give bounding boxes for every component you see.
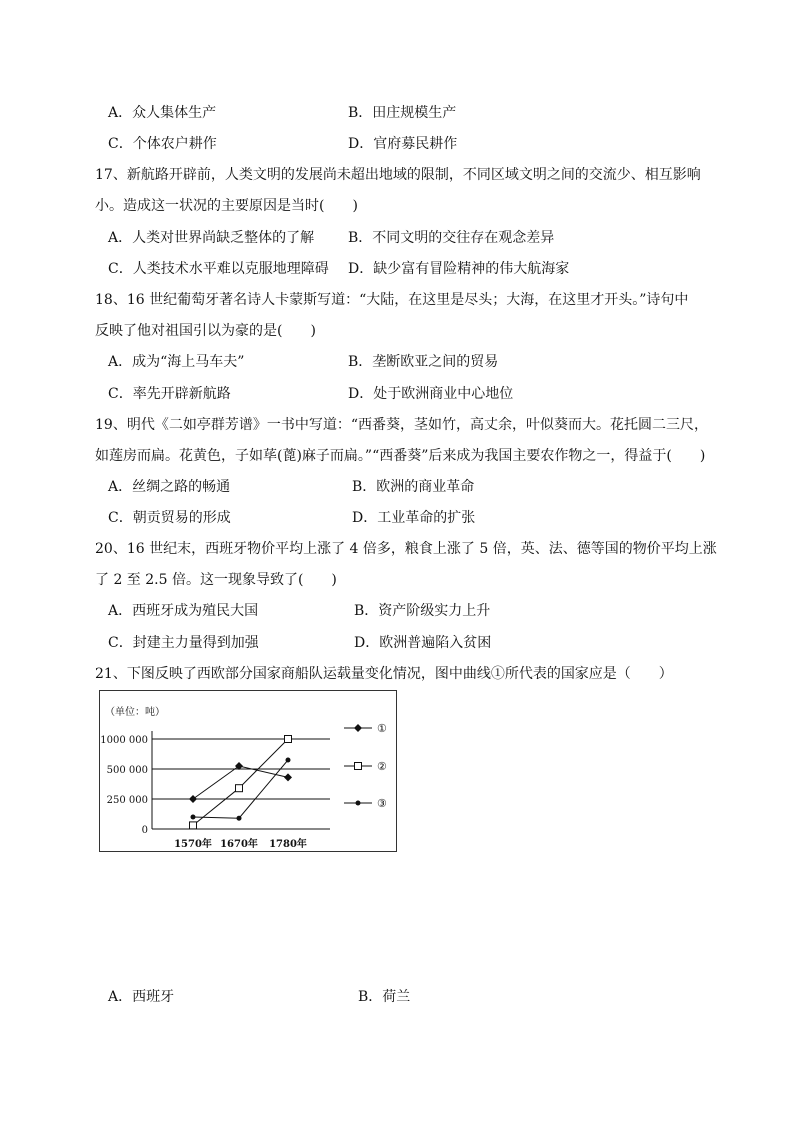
legend-marker-2 [355, 763, 362, 770]
chart-svg [100, 691, 398, 853]
q16-option-c: C．个体农户耕作 [108, 136, 217, 152]
q21-stem: 21、下图反映了西欧部分国家商船队运载量变化情况，图中曲线①所代表的国家应是（ ） [95, 666, 673, 682]
y-tick-label: 500 000 [106, 765, 148, 776]
q20-stem-line-2: 了 2 至 2.5 倍。这一现象导致了( ) [95, 572, 337, 588]
q16-option-a: A．众人集体生产 [108, 105, 217, 121]
q19-option-b: B．欧洲的商业革命 [352, 479, 475, 495]
y-tick-label: 1000 000 [100, 735, 148, 746]
q20-option-c: C．封建主力量得到加强 [108, 635, 259, 651]
q18-stem-line-1: 18、16 世纪葡萄牙著名诗人卡蒙斯写道：“大陆，在这里是尽头；大海，在这里才开头。”诗句中 [95, 292, 689, 308]
series-1-point [189, 795, 197, 803]
series-2-point [285, 736, 292, 743]
legend-marker-3 [356, 801, 361, 806]
q20-option-d: D．欧洲普遍陷入贫困 [354, 635, 492, 651]
q16-option-d: D．官府募民耕作 [348, 136, 458, 152]
q18-option-a: A．成为“海上马车夫” [108, 354, 245, 370]
series-2-point [236, 785, 243, 792]
q18-option-d: D．处于欧洲商业中心地位 [348, 386, 514, 402]
series-1-point [284, 773, 292, 781]
q19-stem-line-2: 如莲房而扁。花黄色，子如荜(蓖)麻子而扁。”“西番葵”后来成为我国主要农作物之一，得益于( ) [95, 448, 706, 464]
q18-option-c: C．率先开辟新航路 [108, 386, 231, 402]
q16-option-b: B．田庄规模生产 [348, 105, 457, 121]
q21-option-a: A．西班牙 [108, 989, 175, 1005]
y-tick-label: 250 000 [106, 795, 148, 806]
series-2-point [190, 822, 197, 829]
series-3-point [286, 758, 291, 763]
y-tick-label: 0 [141, 825, 148, 836]
x-tick-label: 1780年 [269, 839, 307, 850]
q20-option-a: A．西班牙成为殖民大国 [108, 603, 259, 619]
q18-option-b: B．垄断欧亚之间的贸易 [348, 354, 499, 370]
x-tick-label: 1570年 [174, 839, 212, 850]
q17-option-c: C．人类技术水平难以克服地理障碍 [108, 261, 329, 277]
series-line-2 [193, 739, 288, 825]
q17-stem-line-2: 小。造成这一状况的主要原因是当时( ) [95, 198, 358, 214]
x-tick-label: 1670年 [220, 839, 258, 850]
q17-option-d: D．缺少富有冒险精神的伟大航海家 [348, 261, 570, 277]
q19-option-c: C．朝贡贸易的形成 [108, 510, 231, 526]
legend-marker-1 [354, 724, 362, 732]
q17-stem-line-1: 17、新航路开辟前，人类文明的发展尚未超出地域的限制，不同区域文明之间的交流少、相互影响 [95, 167, 701, 183]
q20-option-b: B．资产阶级实力上升 [354, 603, 491, 619]
q21-option-b: B．荷兰 [358, 989, 411, 1005]
q20-stem-line-1: 20、16 世纪末，西班牙物价平均上涨了 4 倍多，粮食上涨了 5 倍，英、法、德等国的物价平均上涨 [95, 541, 717, 557]
legend-label-1: ① [377, 722, 387, 735]
q18-stem-line-2: 反映了他对祖国引以为豪的是( ) [95, 323, 316, 339]
q17-option-a: A．人类对世界尚缺乏整体的了解 [108, 230, 315, 246]
q17-option-b: B．不同文明的交往存在观念差异 [348, 230, 555, 246]
chart-unit-label: （单位：吨） [105, 707, 165, 718]
series-line-1 [193, 766, 288, 799]
legend-label-2: ② [377, 760, 387, 773]
legend-label-3: ③ [377, 797, 387, 810]
q19-option-a: A．丝绸之路的畅通 [108, 479, 231, 495]
series-3-point [237, 816, 242, 821]
q19-option-d: D．工业革命的扩张 [352, 510, 476, 526]
shipping-tonnage-chart [99, 690, 397, 852]
q19-stem-line-1: 19、明代《二如亭群芳谱》一书中写道：“西番葵，茎如竹，高丈余，叶似葵而大。花托圆二三尺， [95, 417, 708, 433]
series-3-point [191, 815, 196, 820]
